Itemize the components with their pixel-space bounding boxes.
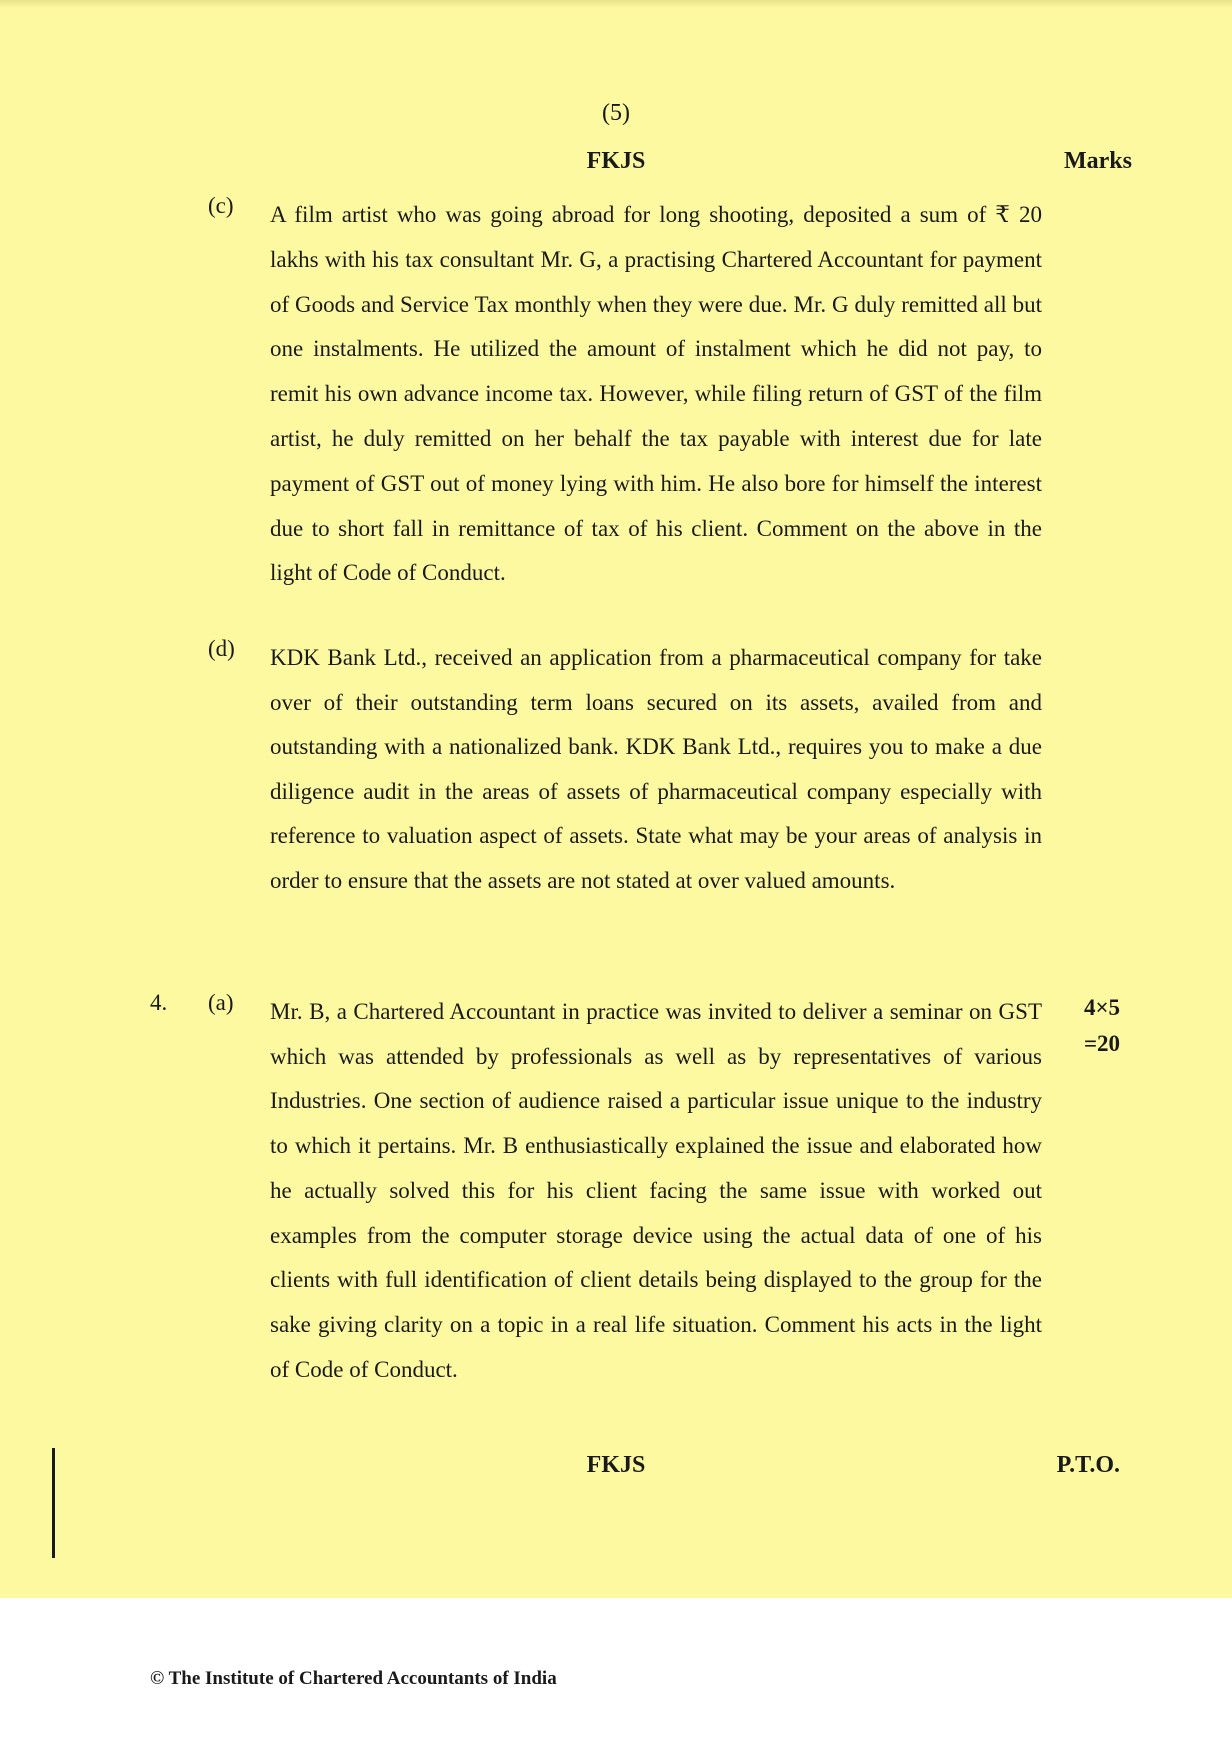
question-number: 4. (150, 990, 168, 1015)
margin-mark (52, 1448, 55, 1558)
paper-top-edge (0, 0, 1232, 8)
question-text: KDK Bank Ltd., received an application from a pharmaceutical company for take over of their outstanding term loans secured on its assets, availed from and outstanding with a nationalized bank. KDK Bank Ltd., requires you to make a due diligence audit in the areas of assets of pharmaceutical company especially with reference to valuation aspect of assets. State what may be your areas of analysis in order to ensure that the assets are not stated at over valued amounts. (270, 645, 1042, 893)
marks-allotted (1072, 990, 1132, 1062)
question-text: A film artist who was going abroad for long shooting, deposited a sum of ₹ 20 lakhs with his tax consultant Mr. G, a practising Chartered Accountant for payment of Goods and Service Tax monthly when they were due. Mr. G duly remitted all but one instalments. He utilized the amount of instalment which he did not pay, to remit his own advance income tax. However, while filing return of GST of the film artist, he duly remitted on her behalf the tax payable with interest due for late payment of GST out of money lying with him. He also bore for himself the interest due to short fall in remittance of tax of his client. Comment on the above in the light of Code of Conduct. (270, 202, 1042, 586)
question-text: Mr. B, a Chartered Accountant in practice was invited to deliver a seminar on GST which was attended by professionals as well as by representatives of various Industries. One section of audience raised a particular issue unique to the industry to which it pertains. Mr. B enthusiastically explained the issue and elaborated how he actually solved this for his client facing the same issue with worked out examples from the computer storage device using the actual data of one of his clients with full identification of client details being displayed to the group for the sake giving clarity on a topic in a real life situation. Comment his acts in the light of Code of Conduct. (270, 999, 1042, 1382)
paper-code-header: FKJS (586, 148, 646, 174)
paper-code-footer: FKJS (586, 1452, 646, 1478)
copyright-notice: © The Institute of Chartered Accountants of India (150, 1668, 557, 1689)
page-number: (5) (602, 100, 630, 126)
marks-column-heading: Marks (1064, 148, 1132, 174)
marks-line-2: =20 (1083, 1031, 1121, 1056)
question-label: (a) (208, 990, 234, 1015)
question-label: (d) (208, 636, 235, 661)
question-label: (c) (208, 193, 234, 218)
please-turn-over: P.T.O. (1056, 1452, 1120, 1478)
marks-line-1: 4×5 (1083, 995, 1121, 1020)
